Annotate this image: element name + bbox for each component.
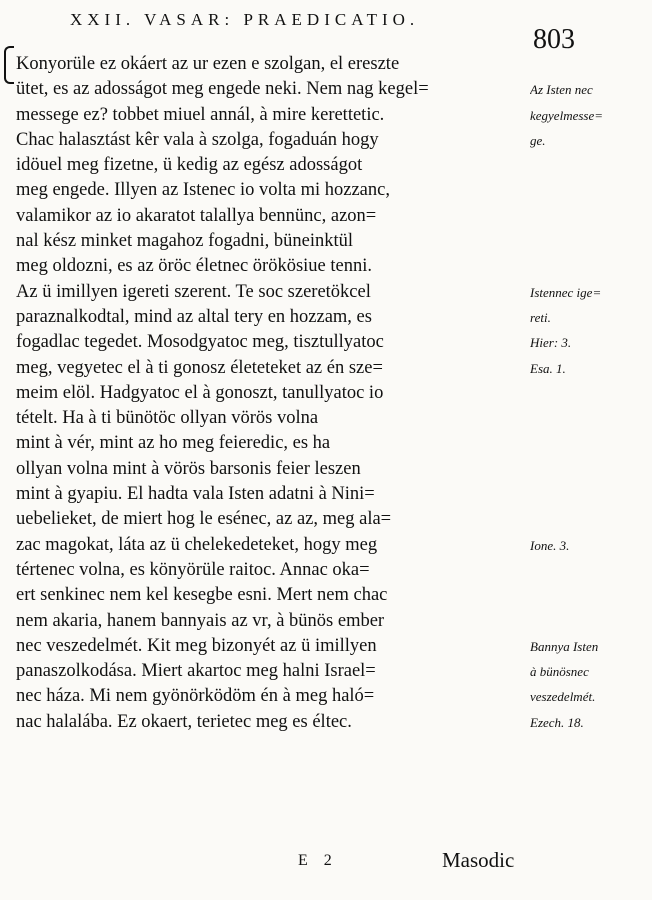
text-line: messege ez? tobbet miuel annál, à mire kerettetic. <box>16 104 385 125</box>
margin-note-line <box>530 153 648 178</box>
margin-note-line: Ione. 3. <box>530 537 570 553</box>
margin-note-line: Az Isten nec <box>530 82 593 98</box>
text-line: mint à gyapiu. El hadta vala Isten adatni à Nini= <box>16 484 375 505</box>
text-line: zac magokat, láta az ü chelekedeteket, hogy meg <box>16 534 378 555</box>
text-line: ütet, es az adosságot meg engede neki. Nem nag kegel= <box>16 79 429 100</box>
text-line: nec háza. Mi nem gyönörködöm én à meg haló= <box>16 686 375 707</box>
margin-note-line: Bannya Isten <box>530 638 599 654</box>
main-text-block <box>16 52 531 735</box>
text-line: tértenec volna, es könyörüle raitoc. Annac oka= <box>16 559 370 580</box>
text-line: Az ü imillyen igereti szerent. Te soc szeretökcel <box>16 281 371 302</box>
margin-note-line: Hier: 3. <box>530 335 572 351</box>
text-line: uebelieket, de miert hog le esénec, az az, meg ala= <box>16 509 392 530</box>
text-line: paraznalkodtal, mind az altal tery en hozzam, es <box>16 306 372 327</box>
text-line: meg engede. Illyen az Istenec io volta mi hozzanc, <box>16 180 390 201</box>
text-line: nal kész minket magahoz fogadni, büneinktül <box>16 231 354 252</box>
text-line: nac halalába. Ez okaert, terietec meg es éltec. <box>16 711 352 732</box>
margin-note-line: kegyelmesse= <box>530 107 604 123</box>
margin-note-line: Esa. 1. <box>530 360 566 376</box>
text-line: ert senkinec nem kel kesegbe esni. Mert nem chac <box>16 585 388 606</box>
signature-mark: E 2 <box>298 852 338 869</box>
running-header: XXII. VASAR: PRAEDICATIO. <box>70 10 420 29</box>
margin-note-line <box>530 406 648 431</box>
margin-note-line <box>530 52 648 77</box>
margin-note-line <box>530 431 648 456</box>
text-line: panaszolkodása. Miert akartoc meg halni Israel= <box>16 661 376 682</box>
marginal-notes <box>530 52 648 735</box>
margin-note-line: Istennec ige= <box>530 284 602 300</box>
opening-bracket-mark <box>4 46 14 84</box>
text-line: meim elöl. Hadgyatoc el à gonoszt, tanullyatoc io <box>16 382 384 403</box>
margin-note-line <box>530 204 648 229</box>
margin-note-line <box>530 558 648 583</box>
text-line: nec veszedelmét. Kit meg bizonyét az ü imillyen <box>16 635 377 656</box>
margin-note-line <box>530 457 648 482</box>
page-number: 803 <box>533 24 575 55</box>
margin-note-line <box>530 254 648 279</box>
catchword: Masodic <box>442 848 515 872</box>
text-line: mint à vér, mint az ho meg feieredic, es ha <box>16 433 331 454</box>
text-line: Chac halasztást kêr vala à szolga, fogaduán hogy <box>16 129 379 150</box>
margin-note-line: reti. <box>530 309 551 325</box>
margin-note-line: ge. <box>530 132 546 148</box>
margin-note-line <box>530 583 648 608</box>
text-line: fogadlac tegedet. Mosodgyatoc meg, tisztullyatoc <box>16 332 384 353</box>
text-line: Konyorüle ez okáert az ur ezen e szolgan, el ereszte <box>16 54 400 74</box>
margin-note-line <box>530 178 648 203</box>
text-line: meg, vegyetec el à ti gonosz életeteket az én sze= <box>16 357 383 378</box>
text-line: idöuel meg fizetne, ü kedig az egész adosságot <box>16 155 363 176</box>
margin-note-line: à bünösnec <box>530 664 589 680</box>
margin-note-line: veszedelmét. <box>530 689 596 705</box>
text-line: tételt. Ha à ti bünötöc ollyan vörös volna <box>16 408 319 429</box>
margin-note-line <box>530 482 648 507</box>
margin-note-line <box>530 609 648 634</box>
margin-note-line <box>530 507 648 532</box>
margin-note-line <box>530 229 648 254</box>
margin-note-line: Ezech. 18. <box>530 714 584 730</box>
text-line: meg oldozni, es az öröc életnec örökösiue tenni. <box>16 256 372 277</box>
text-line: valamikor az io akaratot talallya bennünc, azon= <box>16 205 377 226</box>
text-line: ollyan volna mint à vörös barsonis feier leszen <box>16 458 361 479</box>
margin-note-line <box>530 381 648 406</box>
text-line: nem akaria, hanem bannyais az vr, à bünös ember <box>16 610 385 631</box>
